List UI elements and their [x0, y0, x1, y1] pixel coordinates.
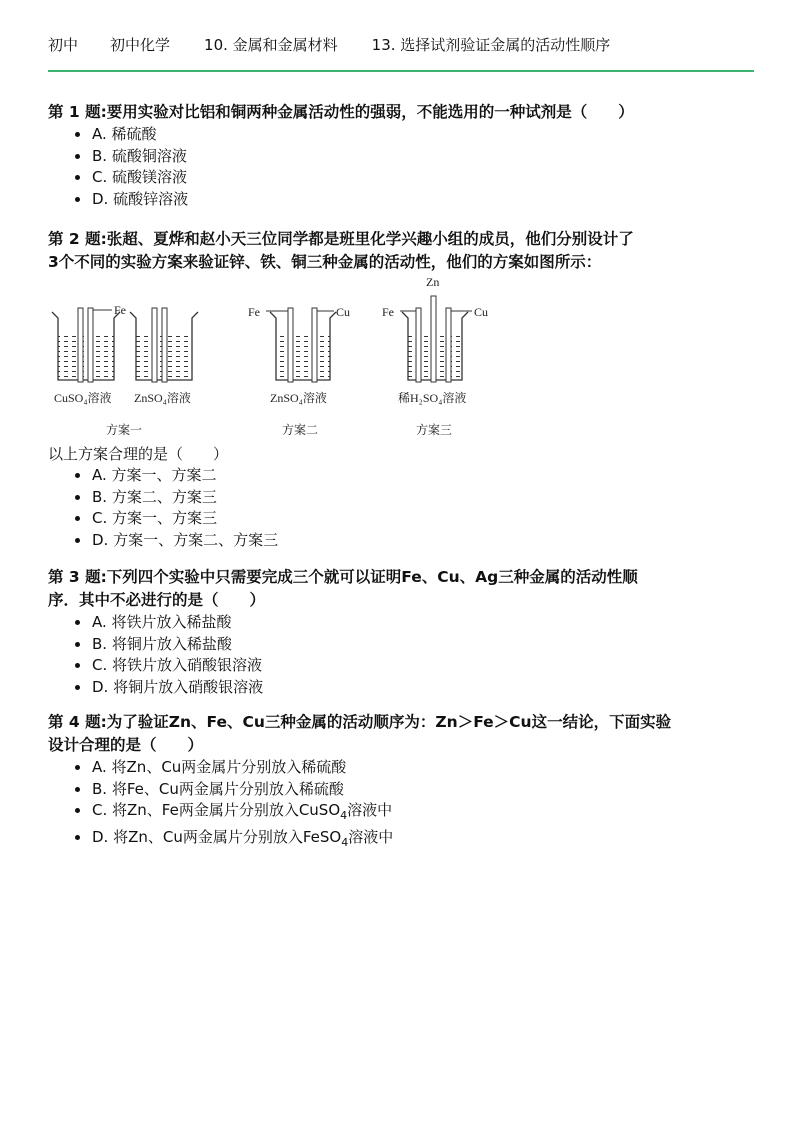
beaker-plan3 [402, 296, 468, 382]
label-znso4-plan2: ZnSO₄溶液 [270, 391, 327, 405]
breadcrumb-level[interactable]: 初中 [48, 36, 79, 54]
label-znso4: ZnSO₄溶液 [134, 391, 191, 405]
question-3-title-line1: 第 3 题:下列四个实验中只需要完成三个就可以证明Fe、Cu、Ag三种金属的活动性顺 [48, 568, 638, 586]
beaker-cuso4 [52, 308, 120, 382]
experiment-diagram [48, 274, 508, 444]
option-a[interactable]: A. 稀硫酸 [74, 124, 754, 146]
option-b[interactable]: B. 将铜片放入稀盐酸 [74, 634, 754, 656]
option-d[interactable]: D. 将Zn、Cu两金属片分别放入FeSO$_4$溶液中 [74, 827, 754, 854]
option-c[interactable]: C. 将铁片放入硝酸银溶液 [74, 655, 754, 677]
breadcrumb-chapter[interactable]: 10. 金属和金属材料 [204, 36, 338, 54]
label-fe-plan1: Fe [114, 303, 126, 317]
label-h2so4: 稀H₂SO₄溶液 [398, 391, 467, 405]
breadcrumb-subject[interactable]: 初中化学 [110, 36, 171, 54]
option-b[interactable]: B. 硫酸铜溶液 [74, 146, 754, 168]
beaker-plan2 [270, 308, 336, 382]
option-c[interactable]: C. 方案一、方案三 [74, 508, 754, 530]
label-cu-plan3: Cu [474, 305, 489, 319]
breadcrumb-topic[interactable]: 13. 选择试剂验证金属的活动性顺序 [371, 36, 611, 54]
question-4-title-line1: 第 4 题:为了验证Zn、Fe、Cu三种金属的活动顺序为：Zn＞Fe＞Cu这一结论，下面实验 [48, 713, 672, 731]
question-2-title-line2: 3个不同的实验方案来验证锌、铁、铜三种金属的活动性，他们的方案如图所示： [48, 253, 602, 271]
label-plan3: 方案三 [416, 423, 453, 437]
label-plan1: 方案一 [106, 423, 143, 437]
beaker-znso4 [130, 308, 198, 382]
label-cu-plan2: Cu [336, 305, 351, 319]
question-3 [48, 566, 754, 698]
label-zn-plan3: Zn [426, 275, 440, 289]
option-d[interactable]: D. 硫酸锌溶液 [74, 189, 754, 211]
question-2-options [48, 465, 754, 551]
question-4 [48, 711, 754, 853]
breadcrumb [48, 34, 754, 72]
option-a[interactable]: A. 将Zn、Cu两金属片分别放入稀硫酸 [74, 757, 754, 779]
option-b[interactable]: B. 将Fe、Cu两金属片分别放入稀硫酸 [74, 779, 754, 801]
option-c[interactable]: C. 硫酸镁溶液 [74, 167, 754, 189]
label-fe-plan3: Fe [382, 305, 394, 319]
question-3-options [48, 612, 754, 698]
question-1-title: 第 1 题:要用实验对比铝和铜两种金属活动性的强弱，不能选用的一种试剂是（ ） [48, 103, 634, 121]
question-1-options [48, 124, 754, 210]
question-3-title-line2: 序．其中不必进行的是（ ） [48, 591, 266, 609]
question-4-options [48, 757, 754, 853]
option-a[interactable]: A. 将铁片放入稀盐酸 [74, 612, 754, 634]
option-d[interactable]: D. 将铜片放入硝酸银溶液 [74, 677, 754, 699]
question-2 [48, 228, 754, 551]
question-2-prompt: 以上方案合理的是（ ） [48, 445, 229, 463]
option-d[interactable]: D. 方案一、方案二、方案三 [74, 530, 754, 552]
label-fe-plan2: Fe [248, 305, 260, 319]
option-c[interactable]: C. 将Zn、Fe两金属片分别放入CuSO$_4$溶液中 [74, 800, 754, 827]
label-cuso4: CuSO₄溶液 [54, 391, 112, 405]
label-plan2: 方案二 [282, 423, 319, 437]
question-4-title-line2: 设计合理的是（ ） [48, 736, 204, 754]
question-1 [48, 101, 754, 210]
question-2-title-line1: 第 2 题:张超、夏烨和赵小天三位同学都是班里化学兴趣小组的成员，他们分别设计了 [48, 230, 634, 248]
option-a[interactable]: A. 方案一、方案二 [74, 465, 754, 487]
option-b[interactable]: B. 方案二、方案三 [74, 487, 754, 509]
